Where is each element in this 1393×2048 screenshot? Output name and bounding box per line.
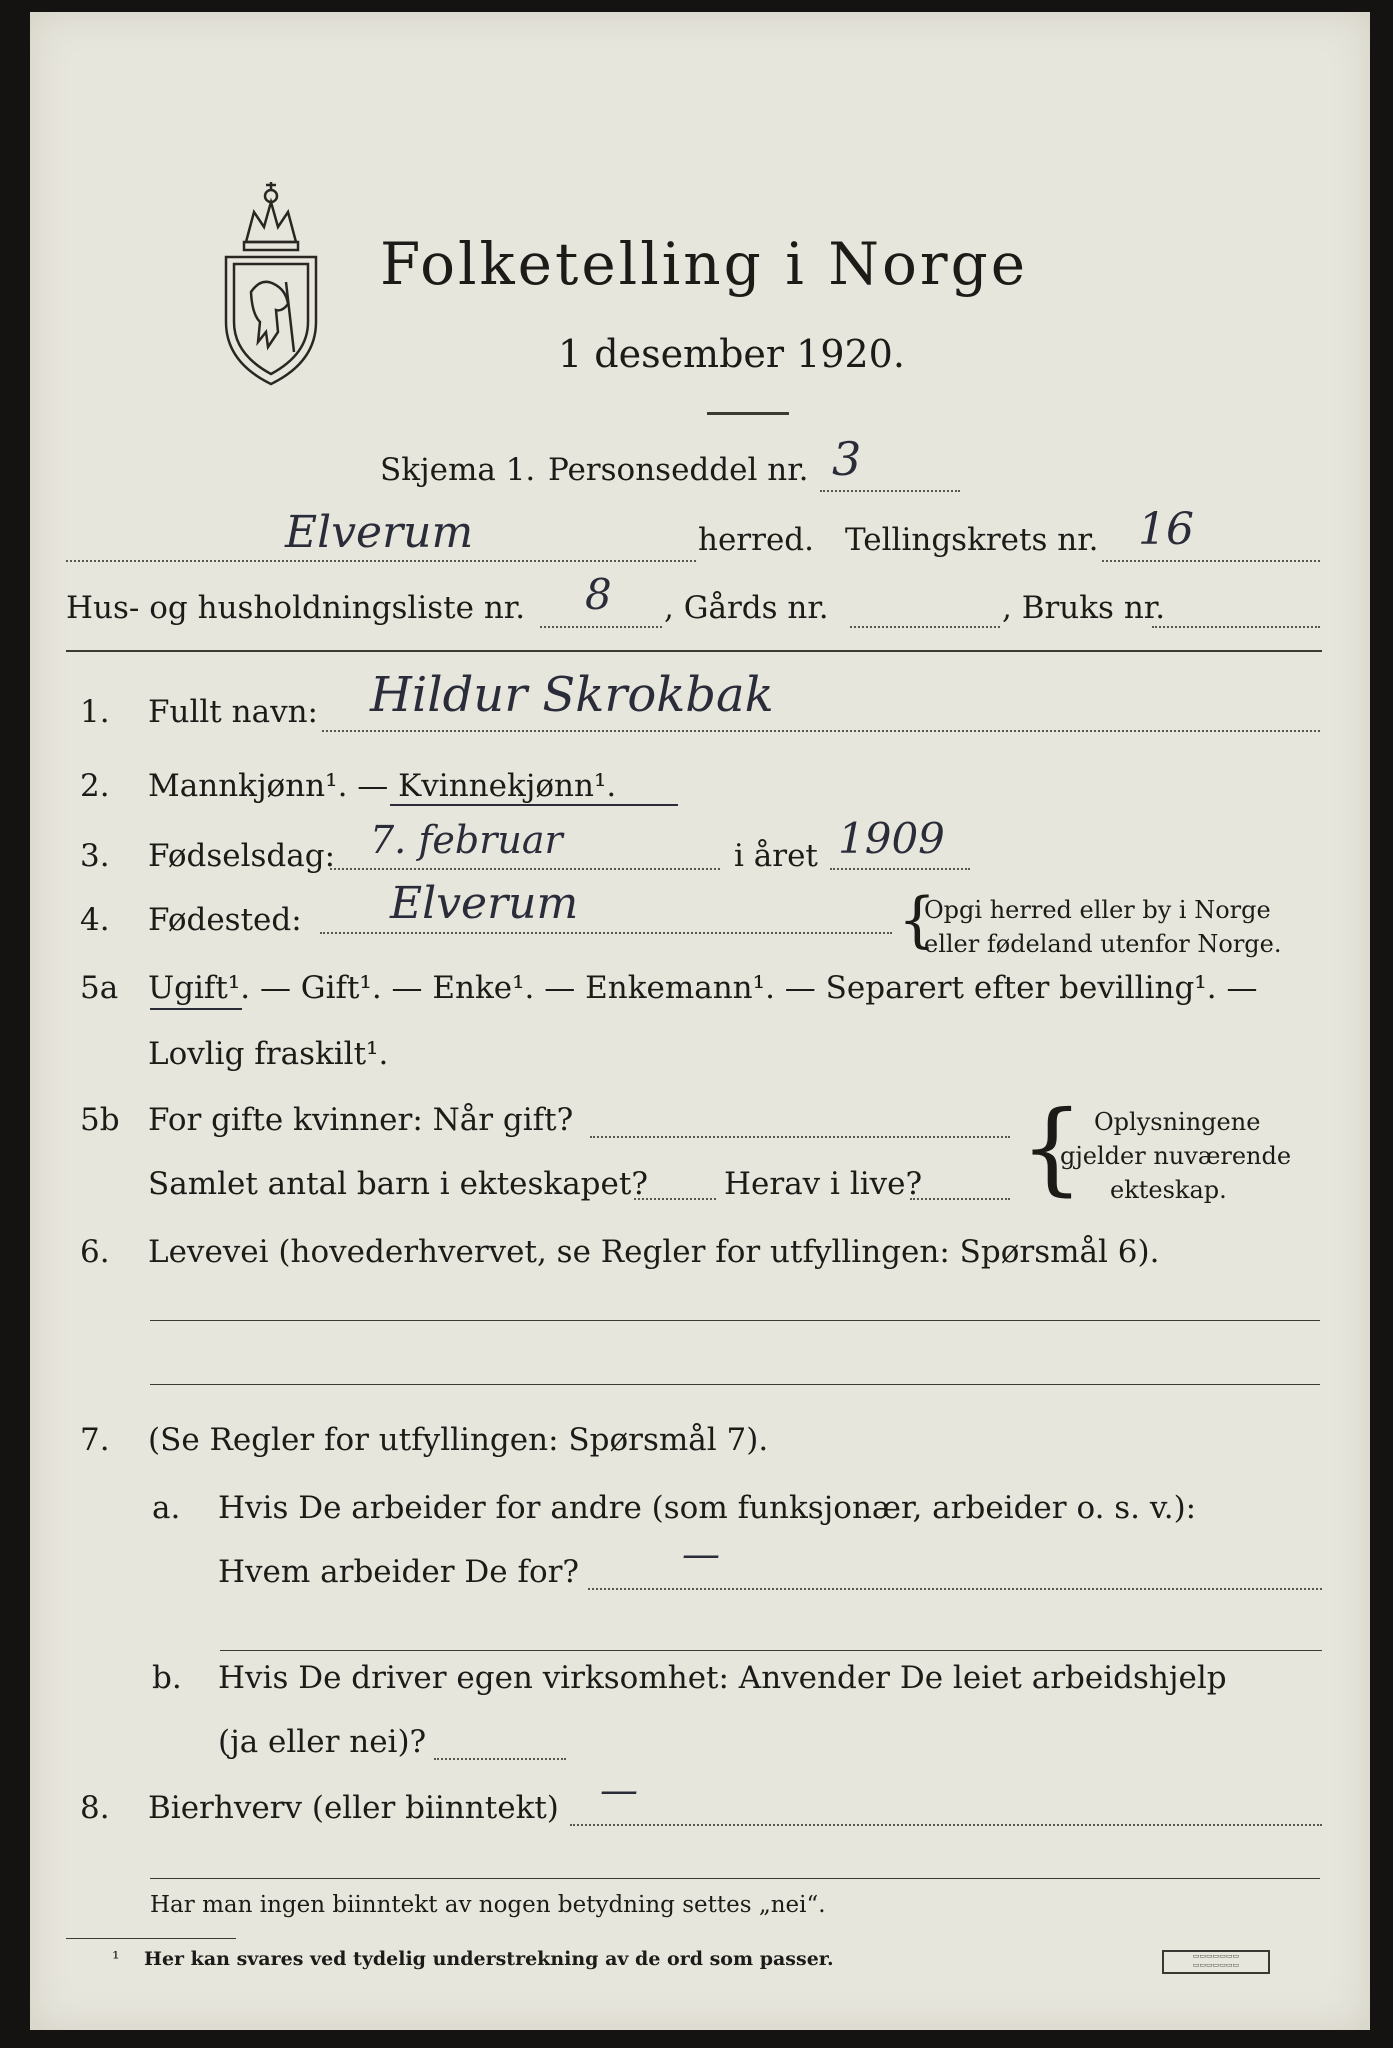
side-income-value: — xyxy=(600,1768,638,1812)
employer-value: — xyxy=(682,1532,720,1576)
gards-field[interactable] xyxy=(850,626,1000,628)
marital-status-options[interactable]: Ugift¹. — Gift¹. — Enke¹. — Enkemann¹. — Separert efter bevilling¹. — xyxy=(148,970,1258,1006)
husliste-value: 8 xyxy=(585,570,612,619)
q7b-letter: b. xyxy=(152,1660,182,1696)
title-divider xyxy=(707,412,789,415)
birthplace-field[interactable] xyxy=(320,932,892,934)
husliste-label: Hus- og husholdningsliste nr. xyxy=(66,590,526,626)
q7-label: (Se Regler for utfyllingen: Spørsmål 7). xyxy=(148,1422,769,1458)
q7b-label: Hvis De driver egen virksomhet: Anvender De leiet arbeidshjelp xyxy=(218,1660,1227,1696)
coat-of-arms-icon xyxy=(216,172,326,392)
gender-options[interactable]: Mannkjønn¹. — Kvinnekjønn¹. xyxy=(148,768,617,804)
bruks-field[interactable] xyxy=(1152,626,1320,628)
q7b-label-2: (ja eller nei)? xyxy=(218,1724,427,1760)
bruks-label: , Bruks nr. xyxy=(1002,590,1166,626)
herred-label: herred. xyxy=(698,522,814,558)
tellingskrets-value: 16 xyxy=(1138,504,1194,555)
q6-number: 6. xyxy=(80,1234,110,1270)
hired-help-field[interactable] xyxy=(434,1758,566,1760)
q3-year-label: i året xyxy=(734,838,818,874)
q6-label: Levevei (hovederhvervet, se Regler for utfyllingen: Spørsmål 6). xyxy=(148,1234,1160,1270)
q5b-label: For gifte kvinner: Når gift? xyxy=(148,1102,574,1138)
personseddel-label: Personseddel nr. xyxy=(548,452,809,488)
full-name-field[interactable] xyxy=(322,730,1320,732)
herred-value: Elverum xyxy=(285,507,474,558)
children-alive-field[interactable] xyxy=(910,1198,1010,1200)
gender-underline xyxy=(390,804,678,806)
birthplace-value: Elverum xyxy=(390,878,579,929)
q3-number: 3. xyxy=(80,838,110,874)
q5b-alive-label: Herav i live? xyxy=(724,1166,923,1202)
census-date: 1 desember 1920. xyxy=(558,332,905,376)
q8-number: 8. xyxy=(80,1790,110,1826)
q8-label: Bierhverv (eller biinntekt) xyxy=(148,1790,559,1826)
tellingskrets-label: Tellingskrets nr. xyxy=(845,522,1099,558)
footnote-marker: ¹ xyxy=(112,1948,120,1970)
occupation-field-1[interactable] xyxy=(150,1320,1320,1321)
q7a-employer-label: Hvem arbeider De for? xyxy=(218,1554,580,1590)
q5b-number: 5b xyxy=(80,1102,120,1138)
side-income-field[interactable] xyxy=(570,1824,1322,1826)
q1-label: Fullt navn: xyxy=(148,694,318,730)
q4-brace: { xyxy=(898,885,937,955)
personseddel-field[interactable] xyxy=(820,490,960,492)
birthday-field[interactable] xyxy=(330,868,720,870)
q7-number: 7. xyxy=(80,1422,110,1458)
q5b-children-label: Samlet antal barn i ekteskapet? xyxy=(148,1166,648,1202)
q5b-note-line-1: Oplysningene xyxy=(1094,1108,1261,1136)
tellingskrets-field[interactable] xyxy=(1102,560,1320,562)
side-income-field-2[interactable] xyxy=(150,1878,1320,1879)
nei-instruction: Har man ingen biinntekt av nogen betydning settes „nei“. xyxy=(150,1892,826,1918)
personseddel-value: 3 xyxy=(832,432,862,486)
q7a-label: Hvis De arbeider for andre (som funksjonær, arbeider o. s. v.): xyxy=(218,1490,1197,1526)
q5a-number: 5a xyxy=(80,970,119,1006)
husliste-field[interactable] xyxy=(540,626,662,628)
q5b-note-line-3: ekteskap. xyxy=(1110,1176,1227,1204)
herred-field[interactable] xyxy=(66,560,696,562)
birth-year-field[interactable] xyxy=(830,868,970,870)
full-name-value: Hildur Skrokbak xyxy=(370,667,774,723)
q4-note-line-2: eller fødeland utenfor Norge. xyxy=(924,930,1282,958)
q5b-brace: { xyxy=(1020,1089,1084,1206)
q2-number: 2. xyxy=(80,768,110,804)
q1-number: 1. xyxy=(80,694,110,730)
birth-year-value: 1909 xyxy=(838,814,945,863)
footnote-text: Her kan svares ved tydelig understrekning av de ord som passer. xyxy=(144,1948,834,1970)
q3-label: Fødselsdag: xyxy=(148,838,336,874)
married-when-field[interactable] xyxy=(590,1136,1010,1138)
employer-field[interactable] xyxy=(588,1588,1322,1590)
q7a-letter: a. xyxy=(152,1490,181,1526)
children-count-field[interactable] xyxy=(634,1198,716,1200)
census-form-page xyxy=(30,12,1370,2030)
form-title: Folketelling i Norge xyxy=(380,230,1029,298)
printer-stamp-icon: ▭▭▭▭▭▭▭ ▭▭▭▭▭▭▭ xyxy=(1162,1950,1270,1974)
gards-label: , Gårds nr. xyxy=(664,590,829,626)
footnote-rule xyxy=(66,1938,236,1939)
q5b-note-line-2: gjelder nuværende xyxy=(1060,1142,1292,1170)
header-rule xyxy=(66,650,1322,652)
q4-label: Fødested: xyxy=(148,902,302,938)
marital-status-options-2[interactable]: Lovlig fraskilt¹. xyxy=(148,1036,389,1072)
occupation-field-2[interactable] xyxy=(150,1384,1320,1385)
skjema-label: Skjema 1. xyxy=(380,452,536,488)
employer-field-2[interactable] xyxy=(220,1650,1322,1651)
q4-note-line-1: Opgi herred eller by i Norge xyxy=(924,896,1271,924)
marital-underline xyxy=(150,1008,242,1010)
birthday-value: 7. februar xyxy=(370,818,563,862)
q4-number: 4. xyxy=(80,902,110,938)
